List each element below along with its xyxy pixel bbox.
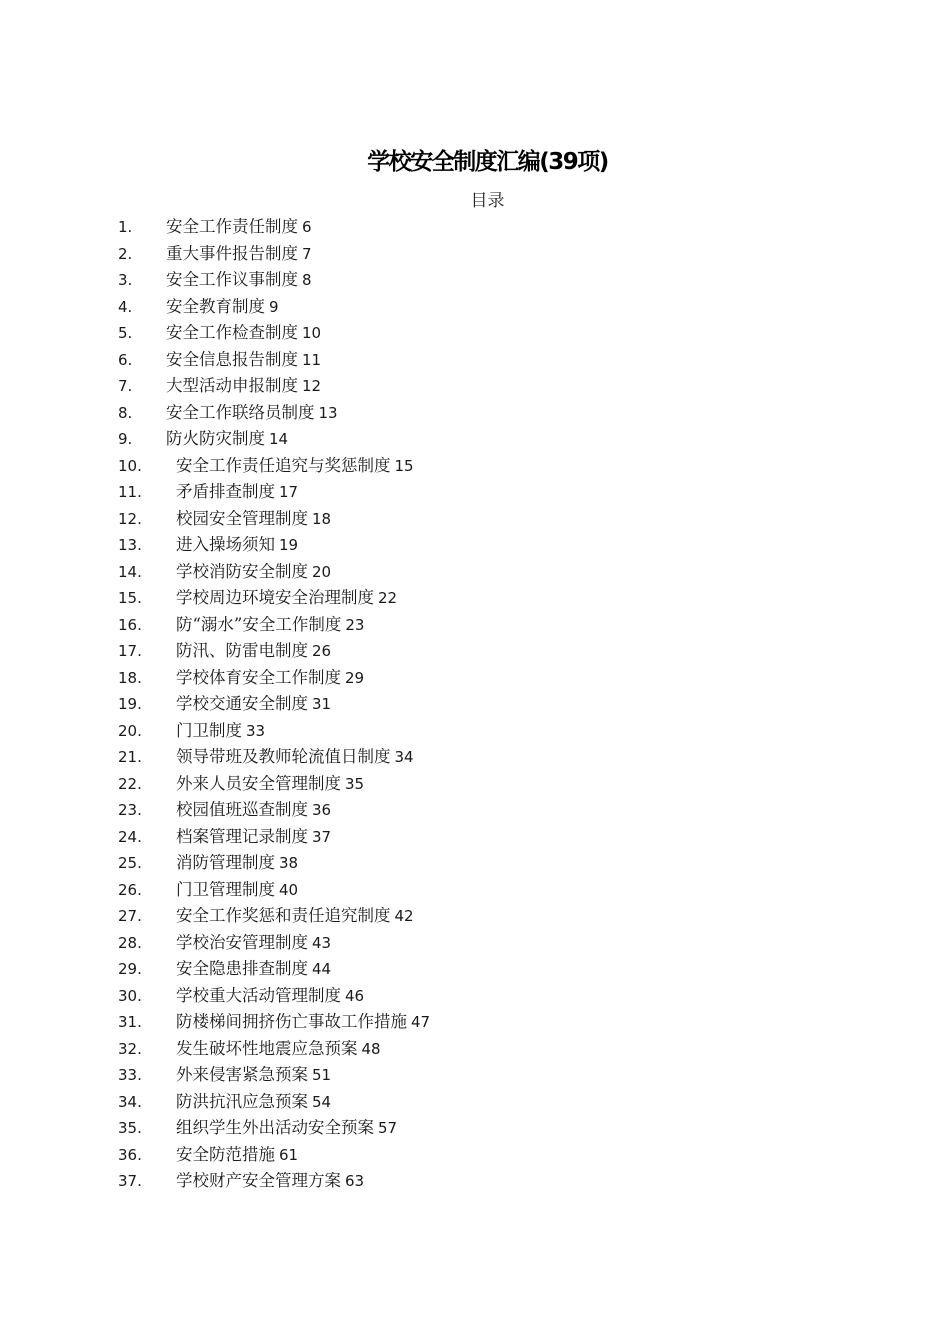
toc-entry [118,373,430,400]
toc-entry-page-number: 8 [302,271,312,289]
toc-entry-title: 安全工作责任制度 [166,217,298,236]
toc-entry-title: 学校周边环境安全治理制度 [176,588,374,607]
toc-entry [118,612,430,639]
toc-entry [118,797,430,824]
toc-entry-title: 门卫管理制度 [176,879,275,899]
toc-entry [118,214,430,241]
toc-entry [118,850,430,877]
toc-entry-number: 7. [118,377,133,395]
toc-entry [118,1168,430,1195]
toc-entry-title: 矛盾排查制度 [176,482,275,501]
toc-entry [118,320,430,347]
toc-entry-page-number: 23 [345,615,365,634]
toc-entry [118,824,430,851]
toc-entry-page-number: 61 [279,1145,299,1164]
toc-entry-number: 18. [118,668,142,687]
toc-entry-title: 学校治安管理制度 [176,932,308,952]
toc-entry-page-number: 48 [361,1039,381,1058]
toc-entry-number: 16. [118,615,142,634]
toc-entry-page-number: 13 [318,403,338,422]
toc-entry-page-number: 11 [302,350,322,369]
toc-entry [118,771,430,798]
toc-entry [118,294,430,321]
toc-entry-title: 组织学生外出活动安全预案 [176,1118,374,1137]
toc-entry-title: 进入操场须知 [176,535,275,554]
toc-entry-title: 发生破坏性地震应急预案 [176,1038,358,1058]
toc-entry-number: 23. [118,801,142,819]
toc-entry-page-number: 14 [269,430,289,448]
toc-entry-page-number: 34 [394,748,414,766]
toc-entry [118,347,430,374]
toc-entry-page-number: 17 [279,483,299,501]
toc-entry [118,506,430,533]
toc-entry-number: 21. [118,748,142,766]
toc-entry-number: 12. [118,509,142,528]
toc-entry-page-number: 19 [279,536,299,554]
toc-entry-number: 34. [118,1092,142,1111]
toc-entry-number: 24. [118,827,142,846]
toc-entry-title: 防汛、防雷电制度 [176,641,308,660]
toc-entry-page-number: 9 [269,297,279,316]
toc-entry-title: 门卫制度 [176,720,242,740]
toc-entry-number: 13. [118,536,142,554]
toc-entry-title: 大型活动申报制度 [166,376,298,395]
toc-entry [118,559,430,586]
toc-entry-title: 防洪抗汛应急预案 [176,1091,308,1111]
toc-entry [118,691,430,718]
toc-entry-title: 安全信息报告制度 [166,349,298,369]
toc-entry [118,241,430,268]
toc-entry-title: 学校交通安全制度 [176,694,308,713]
toc-entry [118,956,430,983]
toc-entry-title: 安全教育制度 [166,296,265,316]
toc-entry-page-number: 63 [345,1172,365,1190]
toc-entry-number: 3. [118,271,133,289]
toc-entry [118,638,430,665]
toc-entry-number: 20. [118,721,142,740]
toc-entry-page-number: 10 [302,324,322,342]
toc-entry-page-number: 29 [345,668,365,687]
toc-entry [118,1062,430,1089]
table-of-contents [118,214,430,1195]
toc-entry [118,718,430,745]
toc-entry-title: 学校消防安全制度 [176,561,308,581]
toc-entry-page-number: 40 [279,880,299,899]
toc-entry [118,479,430,506]
toc-entry [118,903,430,930]
toc-entry [118,267,430,294]
toc-entry-page-number: 37 [312,827,332,846]
toc-entry-page-number: 33 [246,721,266,740]
toc-entry [118,930,430,957]
toc-entry-title: 校园安全管理制度 [176,508,308,528]
toc-entry-title: 档案管理记录制度 [176,826,308,846]
toc-entry-page-number: 46 [345,986,365,1005]
toc-heading: 目录 [470,191,505,211]
toc-entry-title: 校园值班巡查制度 [176,800,308,819]
toc-entry-page-number: 44 [312,960,332,978]
toc-entry-title: 重大事件报告制度 [166,243,298,263]
toc-entry-title: 防火防灾制度 [166,429,265,448]
toc-entry [118,1036,430,1063]
toc-entry-number: 35. [118,1119,142,1137]
toc-entry-page-number: 38 [279,854,299,872]
toc-entry [118,532,430,559]
toc-entry-page-number: 57 [378,1119,398,1137]
toc-entry-title: 外来人员安全管理制度 [176,773,341,793]
toc-entry-title: 学校重大活动管理制度 [176,985,341,1005]
toc-entry-page-number: 18 [312,509,332,528]
toc-entry-page-number: 6 [302,218,312,236]
toc-entry-page-number: 15 [394,456,414,475]
toc-entry-title: 学校财产安全管理方案 [176,1171,341,1190]
toc-entry-page-number: 51 [312,1066,332,1084]
toc-entry-page-number: 35 [345,774,365,793]
toc-entry-page-number: 31 [312,695,332,713]
toc-entry-number: 10. [118,456,142,475]
toc-entry [118,983,430,1010]
toc-entry-number: 6. [118,350,133,369]
toc-entry [118,877,430,904]
toc-entry-number: 36. [118,1145,142,1164]
toc-entry-number: 29. [118,960,142,978]
toc-entry-number: 1. [118,218,133,236]
toc-entry-title: 安全防范措施 [176,1144,275,1164]
toc-entry-page-number: 26 [312,642,332,660]
toc-entry-page-number: 54 [312,1092,332,1111]
toc-entry-title: 安全工作奖惩和责任追究制度 [176,906,391,925]
toc-entry-title: 消防管理制度 [176,853,275,872]
toc-entry-page-number: 42 [394,907,414,925]
toc-entry [118,453,430,480]
toc-entry [118,400,430,427]
toc-entry-page-number: 22 [378,589,398,607]
document-title: 学校安全制度汇编(39项) [367,149,608,175]
toc-entry-number: 11. [118,483,142,501]
toc-entry-number: 37. [118,1172,142,1190]
toc-entry-number: 22. [118,774,142,793]
toc-entry-page-number: 20 [312,562,332,581]
toc-entry-number: 31. [118,1013,142,1031]
toc-entry-title: 安全工作联络员制度 [166,402,315,422]
toc-entry-number: 15. [118,589,142,607]
toc-entry [118,665,430,692]
toc-entry-title: 安全工作议事制度 [166,270,298,289]
toc-entry-page-number: 47 [411,1013,431,1031]
toc-entry [118,1089,430,1116]
toc-entry-title: 外来侵害紧急预案 [176,1065,308,1084]
toc-entry-number: 14. [118,562,142,581]
toc-entry-title: 安全工作责任追究与奖惩制度 [176,455,391,475]
toc-entry-number: 17. [118,642,142,660]
toc-entry-title: 安全隐患排查制度 [176,959,308,978]
toc-entry-title: 领导带班及教师轮流值日制度 [176,747,391,766]
toc-entry-page-number: 43 [312,933,332,952]
toc-entry-number: 5. [118,324,133,342]
toc-entry-page-number: 12 [302,377,322,395]
toc-entry [118,1115,430,1142]
toc-entry-title: 防“溺水”安全工作制度 [176,614,342,634]
toc-entry-number: 9. [118,430,133,448]
toc-entry [118,1009,430,1036]
toc-entry-number: 32. [118,1039,142,1058]
toc-entry-number: 28. [118,933,142,952]
toc-entry-number: 26. [118,880,142,899]
toc-entry-page-number: 36 [312,801,332,819]
toc-entry-number: 27. [118,907,142,925]
toc-entry-number: 8. [118,403,133,422]
toc-entry-title: 防楼梯间拥挤伤亡事故工作措施 [176,1012,407,1031]
toc-entry [118,426,430,453]
toc-entry-title: 学校体育安全工作制度 [176,667,341,687]
toc-entry-number: 2. [118,244,133,263]
toc-entry-page-number: 7 [302,244,312,263]
toc-entry [118,585,430,612]
toc-entry-number: 4. [118,297,133,316]
toc-entry-number: 25. [118,854,142,872]
toc-entry-number: 19. [118,695,142,713]
toc-entry-number: 33. [118,1066,142,1084]
toc-entry [118,1142,430,1169]
toc-entry-title: 安全工作检查制度 [166,323,298,342]
toc-entry [118,744,430,771]
toc-entry-number: 30. [118,986,142,1005]
